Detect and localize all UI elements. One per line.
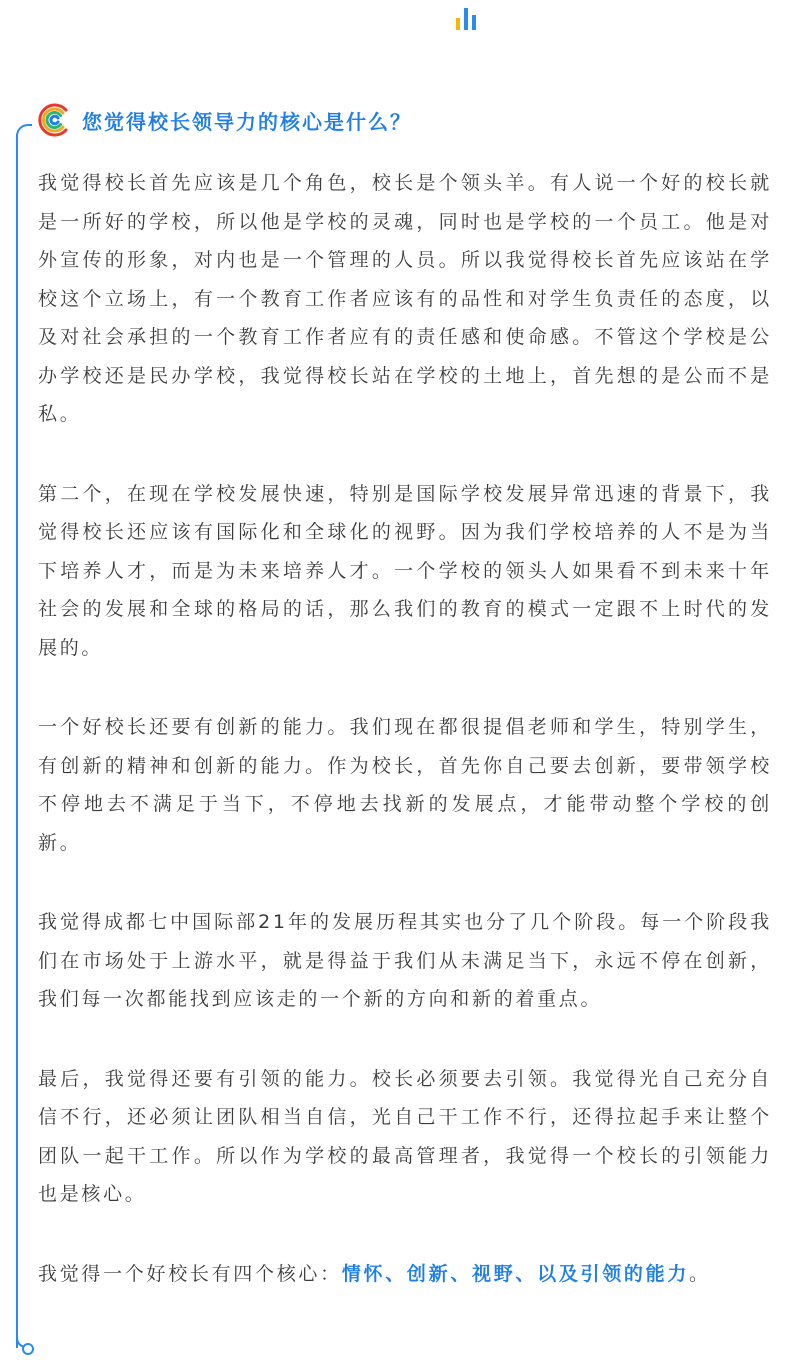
- frame-vertical-line: [16, 134, 18, 1348]
- rainbow-c-icon: [36, 102, 72, 138]
- frame-top-hook: [16, 124, 32, 138]
- conclusion-highlight: 情怀、创新、视野、以及引领的能力: [341, 1262, 690, 1285]
- paragraph-conclusion: [38, 1255, 772, 1294]
- bar-chart-logo-icon: [455, 8, 479, 30]
- frame-bottom-dot: [22, 1343, 34, 1355]
- conclusion-prefix: 我觉得一个好校长有四个核心：: [38, 1262, 342, 1285]
- paragraph-innovation: 一个好校长还要有创新的能力。我们现在都很提倡老师和学生，特别学生，有创新的精神和创新的能力。作为校长，首先你自己要去创新，要带领学校不停地去不满足于当下，不停地去找新的发展点，才能带动整个学校的创新。: [38, 716, 772, 854]
- paragraph-leadership: 最后，我觉得还要有引领的能力。校长必须要去引领。我觉得光自己充分自信不行，还必须让团队相当自信，光自己干工作不行，还得拉起手来让整个团队一起干工作。所以作为学校的最高管理者，我觉得一个校长的引领能力也是核心。: [38, 1067, 772, 1205]
- section-heading: [36, 100, 412, 140]
- article-body: [38, 164, 772, 1293]
- conclusion-suffix: 。: [689, 1262, 711, 1285]
- paragraph-roles: 我觉得校长首先应该是几个角色，校长是个领头羊。有人说一个好的校长就是一所好的学校，所以他是学校的灵魂，同时也是学校的一个员工。他是对外宣传的形象，对内也是一个管理的人员。所以我觉得校长首先应该站在学校这个立场上，有一个教育工作者应该有的品性和对学生负责任的态度，以及对社会承担的一个教育工作者应有的责任感和使命感。不管这个学校是公办学校还是民办学校，我觉得校长站在学校的土地上，首先想的是公而不是私。: [38, 172, 772, 425]
- paragraph-history: 我觉得成都七中国际部21年的发展历程其实也分了几个阶段。每一个阶段我们在市场处于上游水平，就是得益于我们从未满足当下，永远不停在创新，我们每一次都能找到应该走的一个新的方向和新的着重点。: [38, 911, 772, 1010]
- paragraph-global-vision: 第二个，在现在学校发展快速，特别是国际学校发展异常迅速的背景下，我觉得校长还应该有国际化和全球化的视野。因为我们学校培养的人不是为当下培养人才，而是为未来培养人才。一个学校的领头人如果看不到未来十年社会的发展和全球的格局的话，那么我们的教育的模式一定跟不上时代的发展的。: [38, 482, 772, 659]
- heading-title: 您觉得校长领导力的核心是什么？: [82, 109, 412, 134]
